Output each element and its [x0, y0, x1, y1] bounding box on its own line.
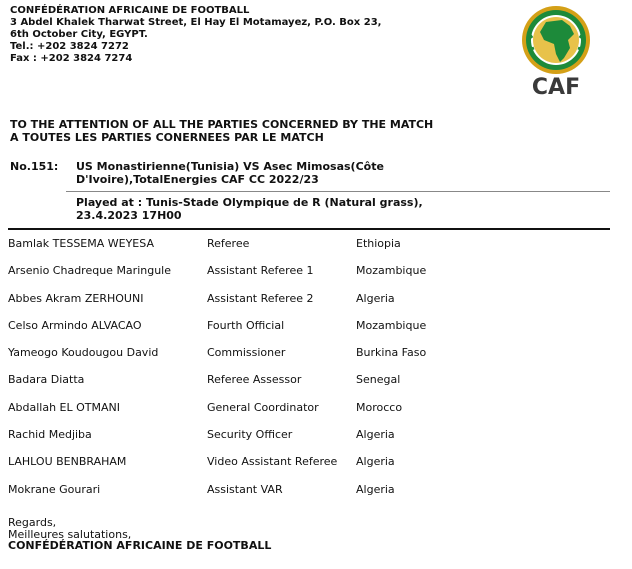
official-name: LAHLOU BENBRAHAM: [8, 455, 127, 469]
closing-block: [8, 517, 271, 552]
attention-block: [10, 118, 433, 144]
caf-logo: [508, 2, 604, 98]
closing-regards: Regards,: [8, 516, 57, 529]
official-name: Mokrane Gourari: [8, 482, 101, 496]
official-role: General Coordinator: [207, 400, 319, 414]
attention-fr: A TOUTES LES PARTIES CONERNEES PAR LE MATCH: [10, 131, 324, 144]
official-country: Algeria: [356, 291, 395, 305]
official-name: Bamlak TESSEMA WEYESA: [8, 237, 154, 250]
official-name: Rachid Medjiba: [8, 428, 92, 442]
caf-logo-icon: [508, 2, 604, 98]
fax: Fax : +202 3824 7274: [10, 53, 133, 64]
official-role: Referee: [207, 237, 250, 250]
match-number: No.151:: [10, 160, 59, 173]
official-name: Arsenio Chadreque Maringule: [8, 264, 172, 278]
org-name: CONFÉDÉRATION AFRICAINE DE FOOTBALL: [10, 5, 250, 16]
official-role: Video Assistant Referee: [207, 455, 338, 469]
official-country: Mozambique: [356, 264, 427, 278]
telephone: Tel.: +202 3824 7272: [10, 41, 129, 52]
match-venue: Played at : Tunis-Stade Olympique de R (Natural grass), 23.4.2023 17H00: [76, 196, 423, 222]
official-country: Algeria: [356, 455, 395, 469]
official-role: Assistant Referee 1: [207, 264, 314, 278]
letterhead: [10, 5, 381, 65]
closing-salutations: Meilleures salutations,: [8, 527, 132, 541]
official-name: Yameogo Koudougou David: [8, 346, 159, 360]
address-line-1: 3 Abdel Khalek Tharwat Street, El Hay El Motamayez, P.O. Box 23,: [10, 17, 382, 28]
divider-thin: [66, 191, 610, 192]
divider-thick: [8, 228, 610, 230]
attention-en: TO THE ATTENTION OF ALL THE PARTIES CONCERNED BY THE MATCH: [10, 118, 434, 131]
official-country: Burkina Faso: [356, 346, 427, 360]
closing-signature: CONFÉDÉRATION AFRICAINE DE FOOTBALL: [8, 539, 272, 552]
match-title: US Monastirienne(Tunisia) VS Asec Mimosas(Côte D'Ivoire),TotalEnergies CAF CC 2022/23: [76, 160, 384, 186]
caf-logo-text: CAF: [531, 75, 581, 98]
official-name: Celso Armindo ALVACAO: [8, 318, 142, 332]
official-role: Assistant Referee 2: [207, 291, 314, 305]
official-name: Badara Diatta: [8, 373, 85, 387]
official-role: Fourth Official: [207, 318, 285, 332]
official-role: Security Officer: [207, 428, 293, 442]
official-country: Senegal: [356, 373, 401, 387]
address-line-2: 6th October City, EGYPT.: [10, 29, 148, 40]
official-name: Abbes Akram ZERHOUNI: [8, 291, 144, 305]
official-country: Algeria: [356, 482, 395, 496]
official-role: Assistant VAR: [207, 482, 283, 496]
official-country: Ethiopia: [356, 237, 401, 250]
official-country: Morocco: [356, 400, 403, 414]
official-name: Abdallah EL OTMANI: [8, 400, 120, 414]
official-role: Commissioner: [207, 346, 286, 360]
official-role: Referee Assessor: [207, 373, 302, 387]
official-country: Mozambique: [356, 318, 427, 332]
official-country: Algeria: [356, 428, 395, 442]
